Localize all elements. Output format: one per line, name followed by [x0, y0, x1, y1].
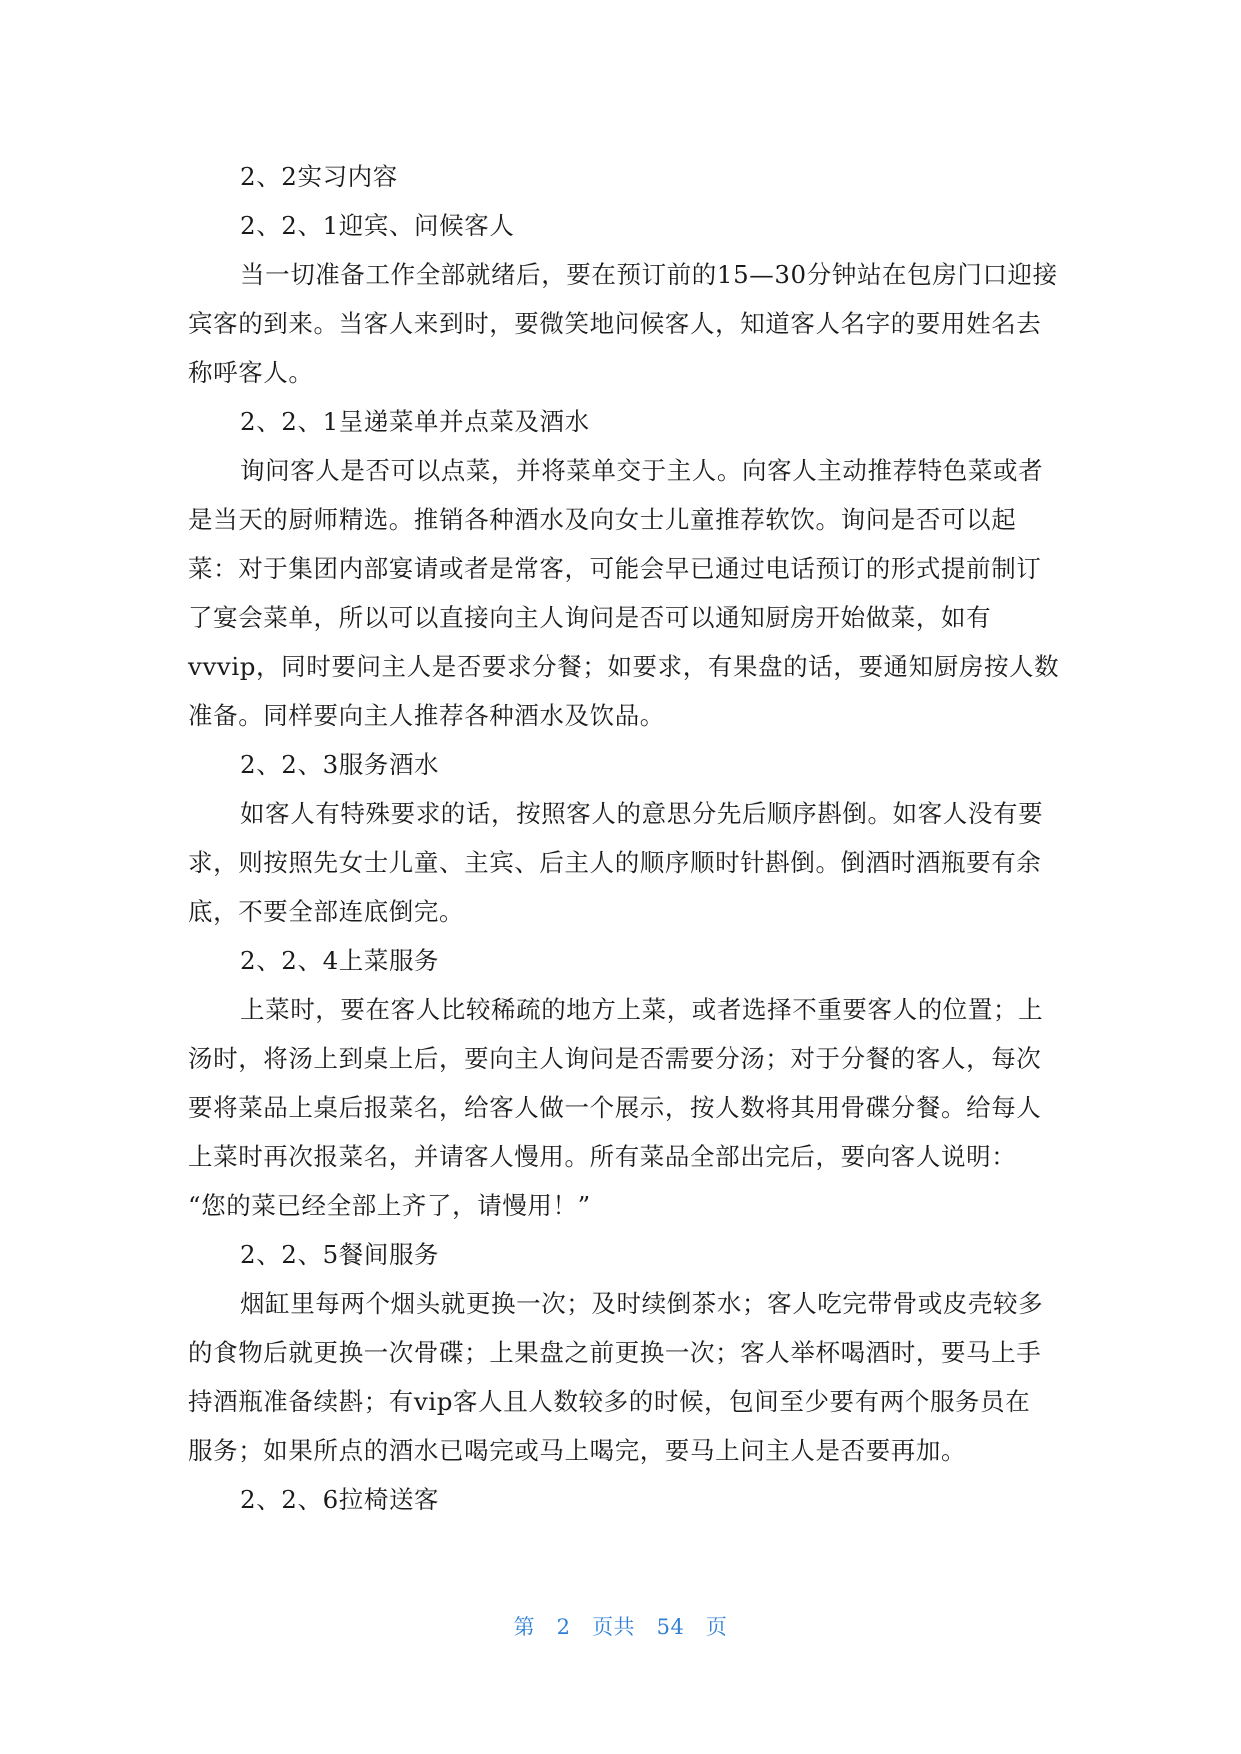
footer-middle: 页共	[592, 1615, 636, 1639]
paragraph-line: 底，不要全部连底倒完。	[188, 897, 465, 926]
paragraph-line: 准备。同样要向主人推荐各种酒水及饮品。	[188, 701, 665, 730]
paragraph-line-indented: 上菜时，要在客人比较稀疏的地方上菜，或者选择不重要客人的位置；上	[240, 995, 1044, 1024]
document-body	[188, 152, 1060, 1524]
paragraph-line-indented: 2、2、1呈递菜单并点菜及酒水	[240, 407, 590, 436]
paragraph-line: 菜：对于集团内部宴请或者是常客，可能会早已通过电话预订的形式提前制订	[188, 554, 1042, 583]
paragraph-line-indented: 询问客人是否可以点菜，并将菜单交于主人。向客人主动推荐特色菜或者	[240, 456, 1044, 485]
paragraph-line-indented: 2、2、3服务酒水	[240, 750, 440, 779]
paragraph-line: 持酒瓶准备续斟；有vip客人且人数较多的时候，包间至少要有两个服务员在	[188, 1387, 1031, 1416]
paragraph-line: 汤时，将汤上到桌上后，要向主人询问是否需要分汤；对于分餐的客人，每次	[188, 1044, 1042, 1073]
paragraph-line-indented: 2、2、4上菜服务	[240, 946, 440, 975]
paragraph-line: 是当天的厨师精选。推销各种酒水及向女士儿童推荐软饮。询问是否可以起	[188, 505, 1017, 534]
paragraph-line-indented: 2、2、6拉椅送客	[240, 1485, 440, 1514]
paragraph-line: 要将菜品上桌后报菜名，给客人做一个展示，按人数将其用骨碟分餐。给每人	[188, 1093, 1042, 1122]
paragraph-line: vvvip，同时要问主人是否要求分餐；如要求，有果盘的话，要通知厨房按人数	[188, 652, 1060, 681]
page-footer	[0, 1611, 1241, 1641]
footer-suffix: 页	[705, 1615, 728, 1639]
paragraph-line-indented: 烟缸里每两个烟头就更换一次；及时续倒茶水；客人吃完带骨或皮壳较多	[240, 1289, 1044, 1318]
footer-total-pages: 54	[656, 1615, 685, 1639]
paragraph-line-indented: 2、2、1迎宾、问候客人	[240, 211, 515, 240]
paragraph-line: 求，则按照先女士儿童、主宾、后主人的顺序顺时针斟倒。倒酒时酒瓶要有余	[188, 848, 1042, 877]
paragraph-line-indented: 当一切准备工作全部就绪后，要在预订前的15—30分钟站在包房门口迎接	[240, 260, 1058, 289]
paragraph-line: 称呼客人。	[188, 358, 314, 387]
footer-page-number: 2	[556, 1615, 571, 1639]
footer-prefix: 第	[513, 1615, 536, 1639]
paragraph-line: 宾客的到来。当客人来到时，要微笑地问候客人，知道客人名字的要用姓名去	[188, 309, 1042, 338]
paragraph-line: 了宴会菜单，所以可以直接向主人询问是否可以通知厨房开始做菜，如有	[188, 603, 992, 632]
paragraph-line-indented: 2、2实习内容	[240, 162, 398, 191]
paragraph-line: 服务；如果所点的酒水已喝完或马上喝完，要马上问主人是否要再加。	[188, 1436, 967, 1465]
paragraph-line-indented: 如客人有特殊要求的话，按照客人的意思分先后顺序斟倒。如客人没有要	[240, 799, 1044, 828]
paragraph-line: “您的菜已经全部上齐了，请慢用！”	[188, 1191, 591, 1220]
paragraph-line-indented: 2、2、5餐间服务	[240, 1240, 440, 1269]
paragraph-line: 的食物后就更换一次骨碟；上果盘之前更换一次；客人举杯喝酒时，要马上手	[188, 1338, 1042, 1367]
paragraph-line: 上菜时再次报菜名，并请客人慢用。所有菜品全部出完后，要向客人说明：	[188, 1142, 1017, 1171]
